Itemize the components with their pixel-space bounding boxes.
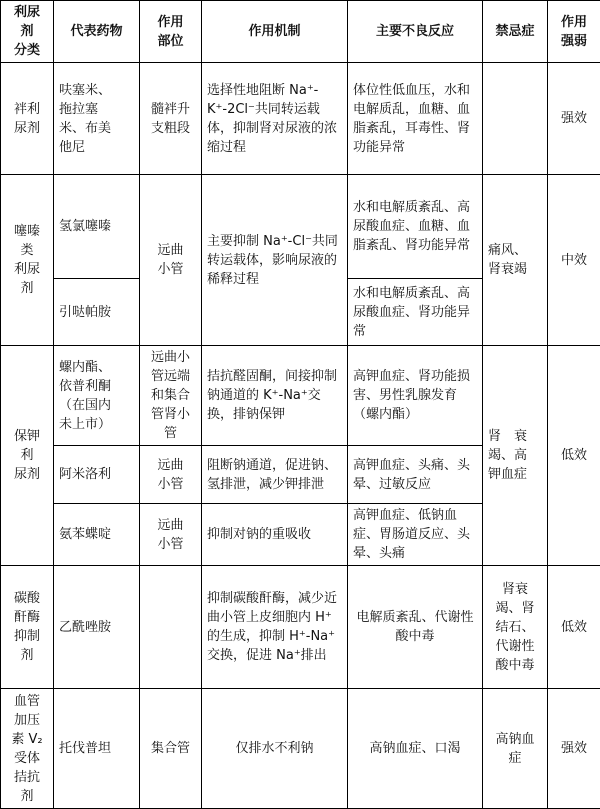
table-row: [1, 566, 600, 689]
table-row: [1, 346, 600, 446]
mechanism-cell: 仅排水不利钠: [202, 689, 348, 809]
drug-cell: 乙酰唑胺: [54, 566, 140, 689]
site-cell: 集合管: [140, 689, 202, 809]
potency-cell: 强效: [548, 63, 600, 175]
drug-cell: 螺内酯、 依普利酮 （在国内 未上市）: [54, 346, 140, 446]
adverse-cell: 高钾血症、低钠血症、胃肠道反应、头晕、头痛: [348, 504, 483, 566]
header-contra: 禁忌症: [483, 1, 548, 63]
header-category: 利尿 剂 分类: [1, 1, 54, 63]
site-cell: 髓袢升 支粗段: [140, 63, 202, 175]
site-cell: 远曲 小管: [140, 504, 202, 566]
drug-cell: 托伐普坦: [54, 689, 140, 809]
adverse-cell: 高钾血症、头痛、头晕、过敏反应: [348, 446, 483, 504]
drug-cell: 引哒帕胺: [54, 279, 140, 346]
mechanism-cell: 拮抗醛固酮，间接抑制钠通道的 K⁺-Na⁺交换，排钠保钾: [202, 346, 348, 446]
adverse-cell: 体位性低血压，水和电解质乱，血糖、血脂紊乱，耳毒性、肾功能异常: [348, 63, 483, 175]
header-site: 作用 部位: [140, 1, 202, 63]
drug-cell: 阿米洛利: [54, 446, 140, 504]
contra-cell: 高钠血 症: [483, 689, 548, 809]
category-cell: 袢利 尿剂: [1, 63, 54, 175]
table-row: [1, 175, 600, 279]
contra-cell: [483, 63, 548, 175]
category-cell: 保钾 利 尿剂: [1, 346, 54, 566]
potency-cell: 中效: [548, 175, 600, 346]
potency-cell: 强效: [548, 689, 600, 809]
table-row: [1, 63, 600, 175]
adverse-cell: 高钾血症、肾功能损害、男性乳腺发育（螺内酯）: [348, 346, 483, 446]
category-cell: 血管 加压 素 V₂ 受体 拮抗 剂: [1, 689, 54, 809]
drug-cell: 氢氯噻嗪: [54, 175, 140, 279]
header-row: [1, 1, 600, 63]
mechanism-cell: 选择性地阻断 Na⁺-K⁺-2Cl⁻共同转运载体，抑制肾对尿液的浓缩过程: [202, 63, 348, 175]
header-potency: 作用 强弱: [548, 1, 600, 63]
mechanism-cell: 阻断钠通道，促进钠、氢排泄，减少钾排泄: [202, 446, 348, 504]
potency-cell: 低效: [548, 346, 600, 566]
site-cell: 远曲 小管: [140, 446, 202, 504]
mechanism-cell: 主要抑制 Na⁺-Cl⁻共同转运载体，影响尿液的稀释过程: [202, 175, 348, 346]
adverse-cell: 水和电解质紊乱、高尿酸血症、肾功能异常: [348, 279, 483, 346]
mechanism-cell: 抑制碳酸酐酶，减少近曲小管上皮细胞内 H⁺的生成，抑制 H⁺-Na⁺交换，促进 Na⁺排出: [202, 566, 348, 689]
header-drug: 代表药物: [54, 1, 140, 63]
drug-cell: 氨苯蝶啶: [54, 504, 140, 566]
category-cell: 碳酸 酐酶 抑制 剂: [1, 566, 54, 689]
adverse-cell: 水和电解质紊乱、高尿酸血症、血糖、血脂紊乱、肾功能异常: [348, 175, 483, 279]
contra-cell: 肾 衰 竭、高 钾血症: [483, 346, 548, 566]
site-cell: [140, 566, 202, 689]
site-cell: 远曲小 管远端 和集合 管肾小 管: [140, 346, 202, 446]
header-mechanism: 作用机制: [202, 1, 348, 63]
drug-cell: 呋塞米、 拖拉塞 米、布美 他尼: [54, 63, 140, 175]
adverse-cell: 高钠血症、口渴: [348, 689, 483, 809]
potency-cell: 低效: [548, 566, 600, 689]
contra-cell: 肾衰 竭、肾 结石、 代谢性 酸中毒: [483, 566, 548, 689]
table-row: [1, 689, 600, 809]
site-cell: 远曲 小管: [140, 175, 202, 346]
contra-cell: 痛风、 肾衰竭: [483, 175, 548, 346]
category-cell: 噻嗪 类 利尿 剂: [1, 175, 54, 346]
mechanism-cell: 抑制对钠的重吸收: [202, 504, 348, 566]
header-adverse: 主要不良反应: [348, 1, 483, 63]
adverse-cell: 电解质紊乱、代谢性酸中毒: [348, 566, 483, 689]
